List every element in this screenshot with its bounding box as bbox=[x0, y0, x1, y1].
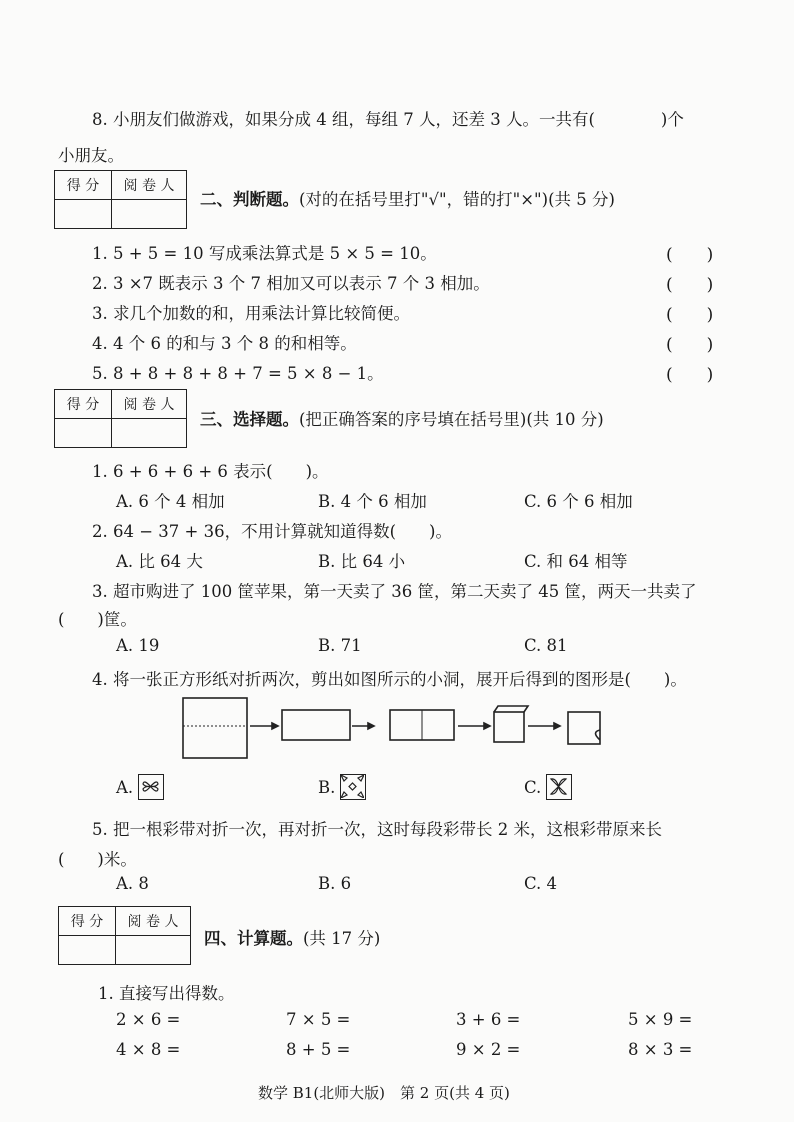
arrow-2-head bbox=[368, 723, 374, 729]
section3-title-text: 三、选择题。 bbox=[200, 410, 299, 429]
section3-title bbox=[200, 406, 604, 430]
section4-title-text: 四、计算题。 bbox=[204, 929, 303, 948]
choice-q1-option-c: C. 6 个 6 相加 bbox=[524, 492, 633, 511]
option-a-cut-shape-icon bbox=[138, 774, 164, 800]
score-label: 得 分 bbox=[55, 171, 112, 200]
section3-note: (把正确答案的序号填在括号里)(共 10 分) bbox=[299, 410, 604, 429]
judge-answer-5[interactable]: ( ) bbox=[666, 365, 714, 385]
grader-label: 阅 卷 人 bbox=[112, 390, 187, 419]
judge-answer-2[interactable]: ( ) bbox=[666, 275, 714, 295]
calc-item: 2 × 6 = bbox=[116, 1010, 181, 1029]
choice-q2-option-c: C. 和 64 相等 bbox=[524, 552, 628, 571]
option-c-cut-shape-icon bbox=[546, 774, 572, 800]
calc-item: 5 × 9 = bbox=[628, 1010, 693, 1029]
choice-q5-option-c: C. 4 bbox=[524, 874, 558, 893]
calc-item: 8 × 3 = bbox=[628, 1040, 693, 1059]
score-cell[interactable] bbox=[55, 419, 112, 448]
page-footer: 数学 B1(北师大版) 第 2 页(共 4 页) bbox=[258, 1084, 510, 1102]
judge-item-2: 2. 3 ×7 既表示 3 个 7 相加又可以表示 7 个 3 相加。 bbox=[92, 274, 490, 293]
choice-q1-stem: 1. 6 + 6 + 6 + 6 表示( )。 bbox=[92, 462, 329, 481]
step4-square bbox=[494, 712, 524, 742]
choice-q1-option-a: A. 6 个 4 相加 bbox=[116, 492, 225, 511]
section4-note: (共 17 分) bbox=[303, 929, 381, 948]
section4-title bbox=[204, 925, 380, 949]
grader-cell[interactable] bbox=[116, 936, 191, 965]
option-b-cut-shape-icon bbox=[340, 774, 366, 800]
step1-square bbox=[183, 698, 247, 758]
choice-q1-option-b: B. 4 个 6 相加 bbox=[318, 492, 427, 511]
section2-title-text: 二、判断题。 bbox=[200, 190, 299, 209]
choice-q3-stem-line2: ( )筐。 bbox=[58, 610, 137, 629]
calc-item: 4 × 8 = bbox=[116, 1040, 181, 1059]
step5-square bbox=[568, 712, 600, 744]
choice-q3-option-c: C. 81 bbox=[524, 636, 568, 655]
arrow-4-head bbox=[554, 723, 560, 729]
choice-q3-option-b: B. 71 bbox=[318, 636, 362, 655]
score-label: 得 分 bbox=[59, 907, 116, 936]
choice-q3-option-a: A. 19 bbox=[116, 636, 160, 655]
choice-q2-stem: 2. 64 − 37 + 36，不用计算就知道得数( )。 bbox=[92, 522, 452, 541]
grader-cell[interactable] bbox=[112, 200, 187, 229]
score-cell[interactable] bbox=[55, 200, 112, 229]
judge-item-4: 4. 4 个 6 的和与 3 个 8 的和相等。 bbox=[92, 334, 357, 353]
choice-q4-option-a: A. bbox=[116, 778, 134, 797]
choice-q5-option-a: A. 8 bbox=[116, 874, 149, 893]
judge-answer-4[interactable]: ( ) bbox=[666, 335, 714, 355]
section2-note: (对的在括号里打"√"，错的打"×")(共 5 分) bbox=[299, 190, 615, 209]
judge-item-3: 3. 求几个加数的和，用乘法计算比较简便。 bbox=[92, 304, 410, 323]
choice-q2-option-b: B. 比 64 小 bbox=[318, 552, 406, 571]
grader-cell[interactable] bbox=[112, 419, 187, 448]
grader-label: 阅 卷 人 bbox=[112, 171, 187, 200]
score-label: 得 分 bbox=[55, 390, 112, 419]
judge-item-5: 5. 8 + 8 + 8 + 8 + 7 = 5 × 8 − 1。 bbox=[92, 364, 384, 383]
calc-item: 9 × 2 = bbox=[456, 1040, 521, 1059]
choice-q5-stem-line1: 5. 把一根彩带对折一次，再对折一次，这时每段彩带长 2 米，这根彩带原来长 bbox=[92, 820, 662, 839]
arrow-1-head bbox=[272, 723, 278, 729]
score-box-4 bbox=[58, 906, 191, 965]
grader-label: 阅 卷 人 bbox=[116, 907, 191, 936]
choice-q4-stem: 4. 将一张正方形纸对折两次，剪出如图所示的小洞，展开后得到的图形是( )。 bbox=[92, 670, 687, 689]
choice-q4-option-b: B. bbox=[318, 778, 336, 797]
calc-item: 7 × 5 = bbox=[286, 1010, 351, 1029]
section2-title bbox=[200, 186, 615, 210]
step2-rect bbox=[282, 710, 350, 740]
calc-item: 3 + 6 = bbox=[456, 1010, 521, 1029]
calc-item: 8 + 5 = bbox=[286, 1040, 351, 1059]
calc-q1-stem: 1. 直接写出得数。 bbox=[98, 984, 235, 1003]
choice-q5-stem-line2: ( )米。 bbox=[58, 850, 137, 869]
paper-folding-diagram bbox=[176, 692, 616, 764]
arrow-3-head bbox=[484, 723, 490, 729]
choice-q3-stem-line1: 3. 超市购进了 100 筐苹果，第一天卖了 36 筐，第二天卖了 45 筐，两天一共卖了 bbox=[92, 582, 697, 601]
q8-line2: 小朋友。 bbox=[58, 146, 124, 165]
score-cell[interactable] bbox=[59, 936, 116, 965]
score-box-3 bbox=[54, 389, 187, 448]
score-box-2 bbox=[54, 170, 187, 229]
choice-q4-option-c: C. bbox=[524, 778, 542, 797]
q8-line1: 8. 小朋友们做游戏，如果分成 4 组，每组 7 人，还差 3 人。一共有( )个 bbox=[92, 110, 684, 129]
choice-q2-option-a: A. 比 64 大 bbox=[116, 552, 203, 571]
judge-item-1: 1. 5 + 5 = 10 写成乘法算式是 5 × 5 = 10。 bbox=[92, 244, 437, 263]
step4-flap bbox=[494, 706, 528, 712]
choice-q5-option-b: B. 6 bbox=[318, 874, 352, 893]
judge-answer-3[interactable]: ( ) bbox=[666, 305, 714, 325]
judge-answer-1[interactable]: ( ) bbox=[666, 245, 714, 265]
